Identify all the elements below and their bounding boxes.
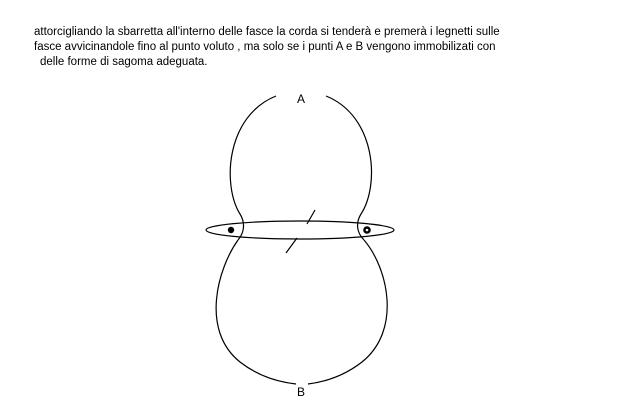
lower-bout-right xyxy=(308,240,387,384)
lower-bout-left xyxy=(216,240,296,384)
twisting-bar xyxy=(286,210,315,253)
caption-line-1: attorcigliando la sbarretta all'interno delle fasce la corda si tenderà e premerà i legnetti sulle xyxy=(34,26,500,38)
caption-line-2: fasce avvicinandole fino al punto voluto , ma solo se i punti A e B vengono immobilizati con xyxy=(34,41,496,53)
block-left xyxy=(228,227,234,233)
point-a-label: A xyxy=(297,92,306,106)
upper-bout-right xyxy=(326,96,372,240)
point-b-label: B xyxy=(297,385,306,399)
caption-line-3: delle forme di sagoma adeguata. xyxy=(40,56,208,68)
upper-bout-left xyxy=(230,96,276,240)
